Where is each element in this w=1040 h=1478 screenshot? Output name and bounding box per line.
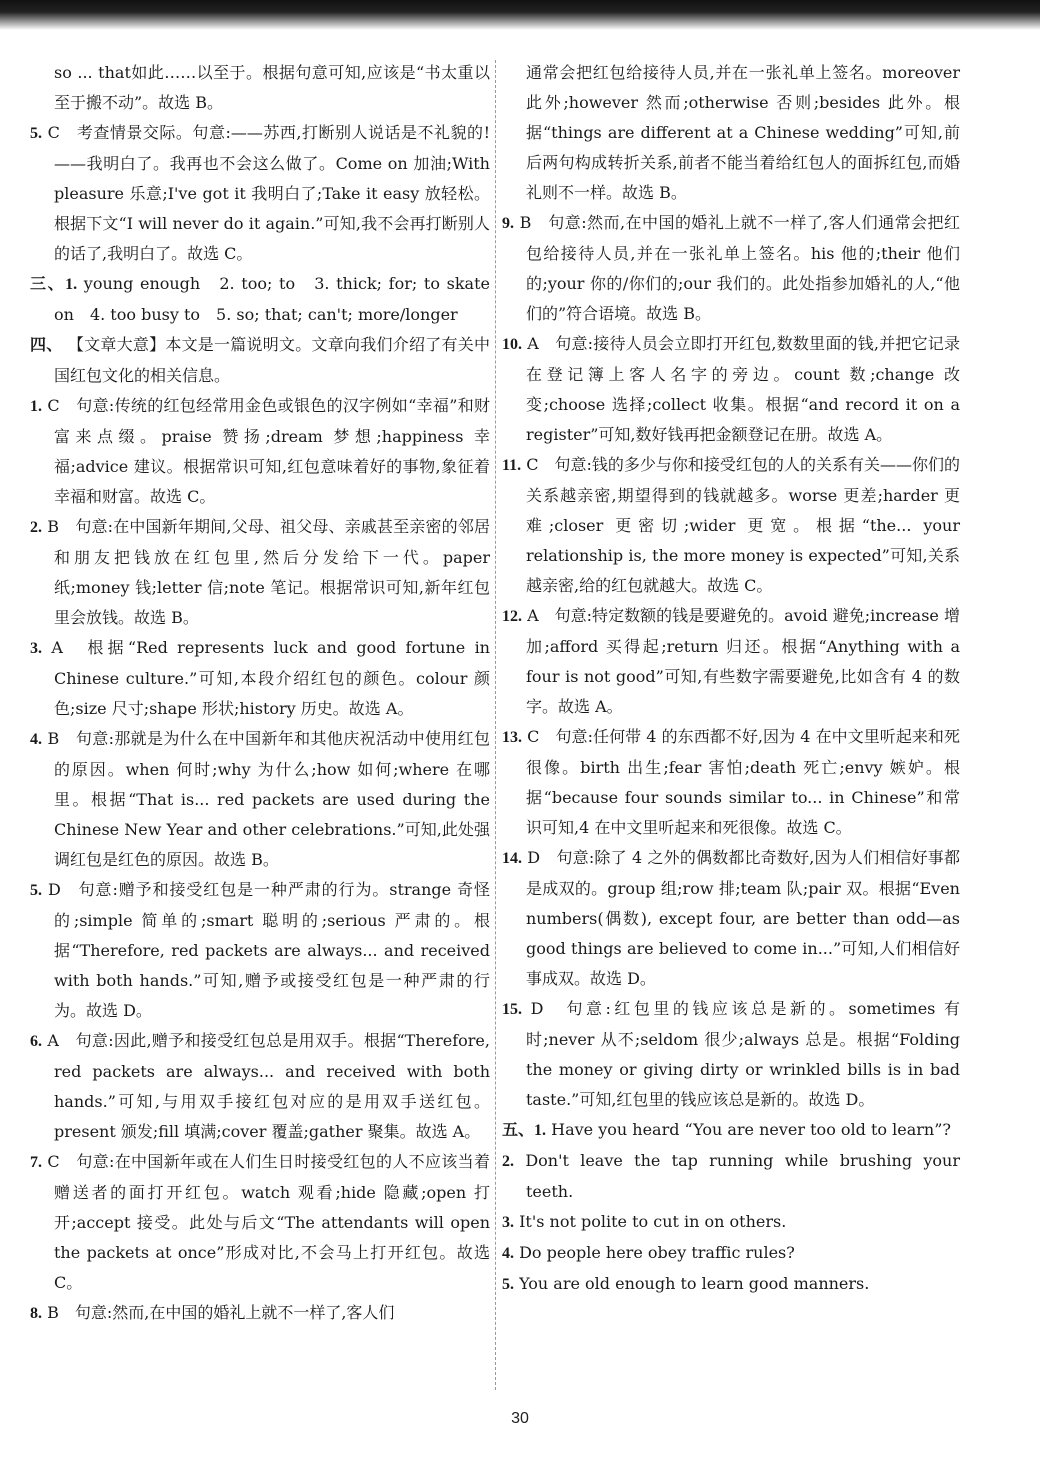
section-item <box>30 269 490 330</box>
answer-text: Don't leave the tap running while brushing your teeth. <box>525 1151 961 1201</box>
item-number: 12. <box>502 608 522 625</box>
item-number: 5. <box>30 125 42 142</box>
answer-text: 【文章大意】本文是一篇说明文。文章向我们介绍了有关中国红包文化的相关信息。 <box>54 335 490 385</box>
answer-text: C 考查情景交际。句意:——苏西,打断别人说话是不礼貌的! ——我明白了。我再也不会这么做了。Come on 加油;With pleasure 乐意;I've got it 我明白了;Take it easy 放轻松。根据下文“I will never do it again.”可知,我不会再打断别人的话了,我明白了。故选 C。 <box>47 123 490 263</box>
page-number: 30 <box>511 1410 529 1427</box>
item-number: 14. <box>502 850 522 867</box>
answer-text: B 句意:然而,在中国的婚礼上就不一样了,客人们通常会把红包给接待人员,并在一张礼单上签名。his 他的;their 他们的;your 你的/你们的;our 我们的。此处指参加婚礼的人,“他们的”符合语境。故选 B。 <box>519 213 960 323</box>
item-number: 8. <box>30 1305 42 1322</box>
item-number: 三、1. <box>30 276 78 293</box>
answer-item <box>30 118 490 269</box>
answer-text: C 句意:钱的多少与你和接受红包的人的关系有关——你们的关系越亲密,期望得到的钱就越多。worse 更差;harder 更难;closer 更密切;wider 更宽。根据“the... your relationship is, the more money is expected”可知,关系越亲密,给的红包就越大。故选 C。 <box>526 455 960 595</box>
item-number: 15. <box>502 1001 522 1018</box>
item-number: 4. <box>30 731 42 748</box>
answer-text: A 根据“Red represents luck and good fortune in Chinese culture.”可知,本段介绍红包的颜色。colour 颜色;size 尺寸;shape 形状;history 历史。故选 A。 <box>51 638 490 718</box>
answer-text: young enough 2. too; to 3. thick; for; to skate on 4. too busy to 5. so; that; can't; more/longer <box>54 274 490 324</box>
answer-continuation <box>502 58 960 208</box>
answer-text: D 句意:红包里的钱应该总是新的。sometimes 有时;never 从不;seldom 很少;always 总是。根据“Folding the money or giving dirty or wrinkled bills is in bad taste.”可知,红包里的钱应该总是新的。故选 D。 <box>526 999 960 1109</box>
answer-text: C 句意:在中国新年或在人们生日时接受红包的人不应该当着赠送者的面打开红包。watch 观看;hide 隐藏;open 打开;accept 接受。此处与后文“The attendants will open the packets at once”形成对比,不会马上打开红包。故选 C。 <box>47 1152 490 1292</box>
item-number: 4. <box>502 1245 514 1262</box>
answer-text: C 句意:任何带 4 的东西都不好,因为 4 在中文里听起来和死很像。birth 出生;fear 害怕;death 死亡;envy 嫉妒。根据“because four sounds similar to... in Chinese”和常识可知,4 在中文里听起来和死很像。故选 C。 <box>526 727 960 837</box>
answer-item <box>502 601 960 722</box>
answer-text: A 句意:特定数额的钱是要避免的。avoid 避免;increase 增加;afford 买得起;return 归还。根据“Anything with a four is not good”可知,有些数字需要避免,比如含有 4 的数字。故选 A。 <box>526 606 960 716</box>
item-number: 1. <box>30 398 42 415</box>
answer-item <box>502 329 960 450</box>
answer-item <box>30 1026 490 1147</box>
right-column <box>502 58 960 1300</box>
item-number: 2. <box>502 1153 514 1170</box>
section-item <box>502 1269 960 1300</box>
answer-text: It's not polite to cut in on others. <box>519 1212 787 1231</box>
answer-text: D 句意:除了 4 之外的偶数都比奇数好,因为人们相信好事都是成双的。group 组;row 排;team 队;pair 双。根据“Even numbers(偶数), except four, are better than odd—as good things are believed to come in...”可知,人们相信好事成双。故选 D。 <box>526 848 960 988</box>
answer-item <box>30 633 490 724</box>
answer-text: Have you heard “You are never too old to learn”? <box>551 1120 951 1139</box>
answer-item <box>502 450 960 601</box>
item-number: 11. <box>502 457 522 474</box>
answer-continuation <box>30 58 490 118</box>
answer-item <box>30 1147 490 1298</box>
answer-item <box>30 391 490 512</box>
item-number: 2. <box>30 519 42 536</box>
answer-text: A 句意:接待人员会立即打开红包,数数里面的钱,并把它记录在登记簿上客人名字的旁边。count 数;change 改变;choose 选择;collect 收集。根据“and record it on a register”可知,数好钱再把金额登记在册。故选 A。 <box>526 334 960 444</box>
answer-text: Do people here obey traffic rules? <box>519 1243 795 1262</box>
section-item <box>502 1115 960 1146</box>
answer-item <box>30 724 490 875</box>
item-number: 6. <box>30 1033 42 1050</box>
answer-text: A 句意:因此,赠予和接受红包总是用双手。根据“Therefore, red packets are always... and received with both hands.”可知,与用双手接红包对应的是用双手送红包。present 颁发;fill 填满;cover 覆盖;gather 聚集。故选 A。 <box>47 1031 490 1141</box>
item-number: 13. <box>502 729 522 746</box>
answer-item <box>502 208 960 329</box>
answer-item <box>30 875 490 1026</box>
item-number: 5. <box>30 882 42 899</box>
left-column <box>30 58 490 1329</box>
item-number: 5. <box>502 1276 514 1293</box>
item-number: 四、 <box>30 337 63 354</box>
answer-item <box>30 1298 490 1329</box>
answer-item <box>30 512 490 633</box>
answer-text: B 句意:那就是为什么在中国新年和其他庆祝活动中使用红包的原因。when 何时;why 为什么;how 如何;where 在哪里。根据“That is... red packets are used during the Chinese New Year and other celebrations.”可知,此处强调红包是红色的原因。故选 B。 <box>47 729 490 869</box>
answer-text: You are old enough to learn good manners. <box>519 1274 870 1293</box>
item-number: 3. <box>502 1214 514 1231</box>
section-item <box>502 1238 960 1269</box>
answer-text: so ... that如此……以至于。根据句意可知,应该是“书太重以至于搬不动”。故选 B。 <box>54 63 490 112</box>
section-item <box>30 330 490 391</box>
column-divider <box>495 60 496 1390</box>
answer-text: C 句意:传统的红包经常用金色或银色的汉字例如“幸福”和财富来点缀。praise 赞扬;dream 梦想;happiness 幸福;advice 建议。根据常识可知,红包意味着好的事物,象征着幸福和财富。故选 C。 <box>47 396 490 506</box>
section-item <box>502 1146 960 1207</box>
answer-text: B 句意:在中国新年期间,父母、祖父母、亲戚甚至亲密的邻居和朋友把钱放在红包里,然后分发给下一代。paper 纸;money 钱;letter 信;note 笔记。根据常识可知,新年红包里会放钱。故选 B。 <box>47 517 490 627</box>
item-number: 9. <box>502 215 514 232</box>
answer-item <box>502 722 960 843</box>
section-item <box>502 1207 960 1238</box>
answer-text: 通常会把红包给接待人员,并在一张礼单上签名。moreover 此外;however 然而;otherwise 否则;besides 此外。根据“things are different at a Chinese wedding”可知,前后两句构成转折关系,前者不能当着给红包人的面拆红包,而婚礼则不一样。故选 B。 <box>526 63 960 202</box>
item-number: 五、1. <box>502 1122 547 1139</box>
item-number: 3. <box>30 640 42 657</box>
item-number: 7. <box>30 1154 42 1171</box>
answer-item <box>502 994 960 1115</box>
answer-text: D 句意:赠予和接受红包是一种严肃的行为。strange 奇怪的;simple 简单的;smart 聪明的;serious 严肃的。根据“Therefore, red packets are always... and received with both hands.”可知,赠予或接受红包是一种严肃的行为。故选 D。 <box>48 880 490 1020</box>
item-number: 10. <box>502 336 522 353</box>
answer-item <box>502 843 960 994</box>
answer-text: B 句意:然而,在中国的婚礼上就不一样了,客人们 <box>47 1303 395 1322</box>
